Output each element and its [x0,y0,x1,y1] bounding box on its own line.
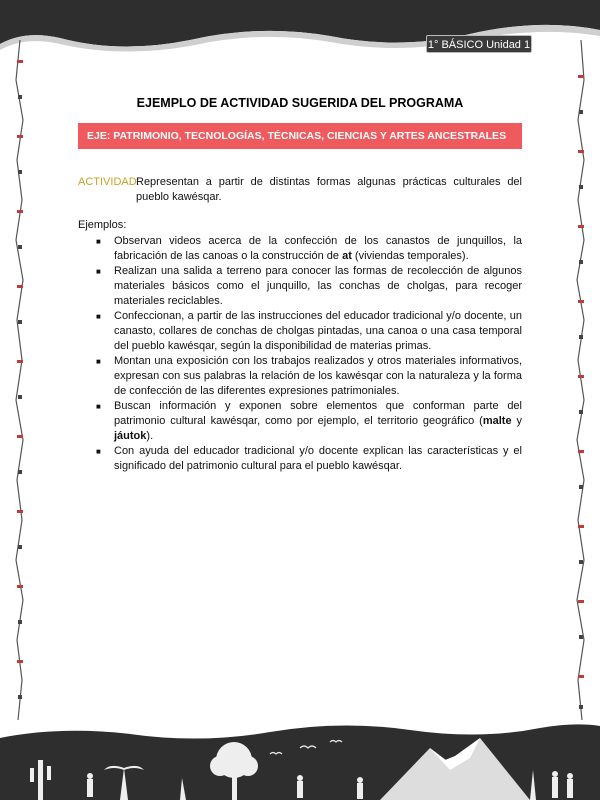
list-item: ■ Buscan información y exponen sobre elementos que conforman parte del patrimonio cultural kawésqar, como por ejemplo, el territorio geográfico (malte y jáutok). [96,400,522,442]
list-item: ■ Realizan una salida a terreno para conocer las formas de recolección de algunos materiales básicos como el junquillo, las conchas de cholgas, para recoger materiales reciclables. [96,265,522,307]
square-bullet-icon: ■ [96,447,101,456]
list-item: ■ Confeccionan, a partir de las instrucciones del educador tradicional y/o docente, un canasto, collares de conchas de cholgas pintadas, una canoa o una casa temporal del pueblo kawésqar, según la disponibilidad de materias primas. [96,310,522,352]
bottom-landscape-banner [0,708,600,800]
square-bullet-icon: ■ [96,357,101,366]
list-item: ■ Con ayuda del educador tradicional y/o docente explican las características y el significado del patrimonio cultural para el pueblo kawésqar. [96,445,522,472]
ejemplos-label: Ejemplos: [78,219,127,231]
eje-banner: EJE: PATRIMONIO, TECNOLOGÍAS, TÉCNICAS, CIENCIAS Y ARTES ANCESTRALES [78,123,522,149]
unit-badge: 1° BÁSICO Unidad 1 [426,35,532,53]
list-item: ■ Montan una exposición con los trabajos realizados y otros materiales informativos, expresan con sus palabras la relación de los kawésqar con la naturaleza y la forma de confección de las diferentes expresiones patrimoniales. [96,355,522,397]
actividad-section [78,175,522,205]
bold-term: jáutok [114,430,147,442]
list-item: ■ Observan videos acerca de la confección de los canastos de junquillos, la fabricación de las canoas o la construcción de at (viviendas temporales). [96,235,522,262]
square-bullet-icon: ■ [96,402,101,411]
page-title: EJEMPLO DE ACTIVIDAD SUGERIDA DEL PROGRAMA [136,96,464,110]
actividad-label: ACTIVIDAD: [78,176,140,188]
square-bullet-icon: ■ [96,267,101,276]
actividad-text: Representan a partir de distintas formas algunas prácticas culturales del pueblo kawésqar. [136,176,522,203]
bold-term: malte [482,415,512,427]
square-bullet-icon: ■ [96,237,101,246]
square-bullet-icon: ■ [96,312,101,321]
left-decorative-border [13,40,27,720]
ejemplos-list [96,234,522,474]
right-decorative-border [574,40,588,720]
bold-term: at [342,250,352,262]
